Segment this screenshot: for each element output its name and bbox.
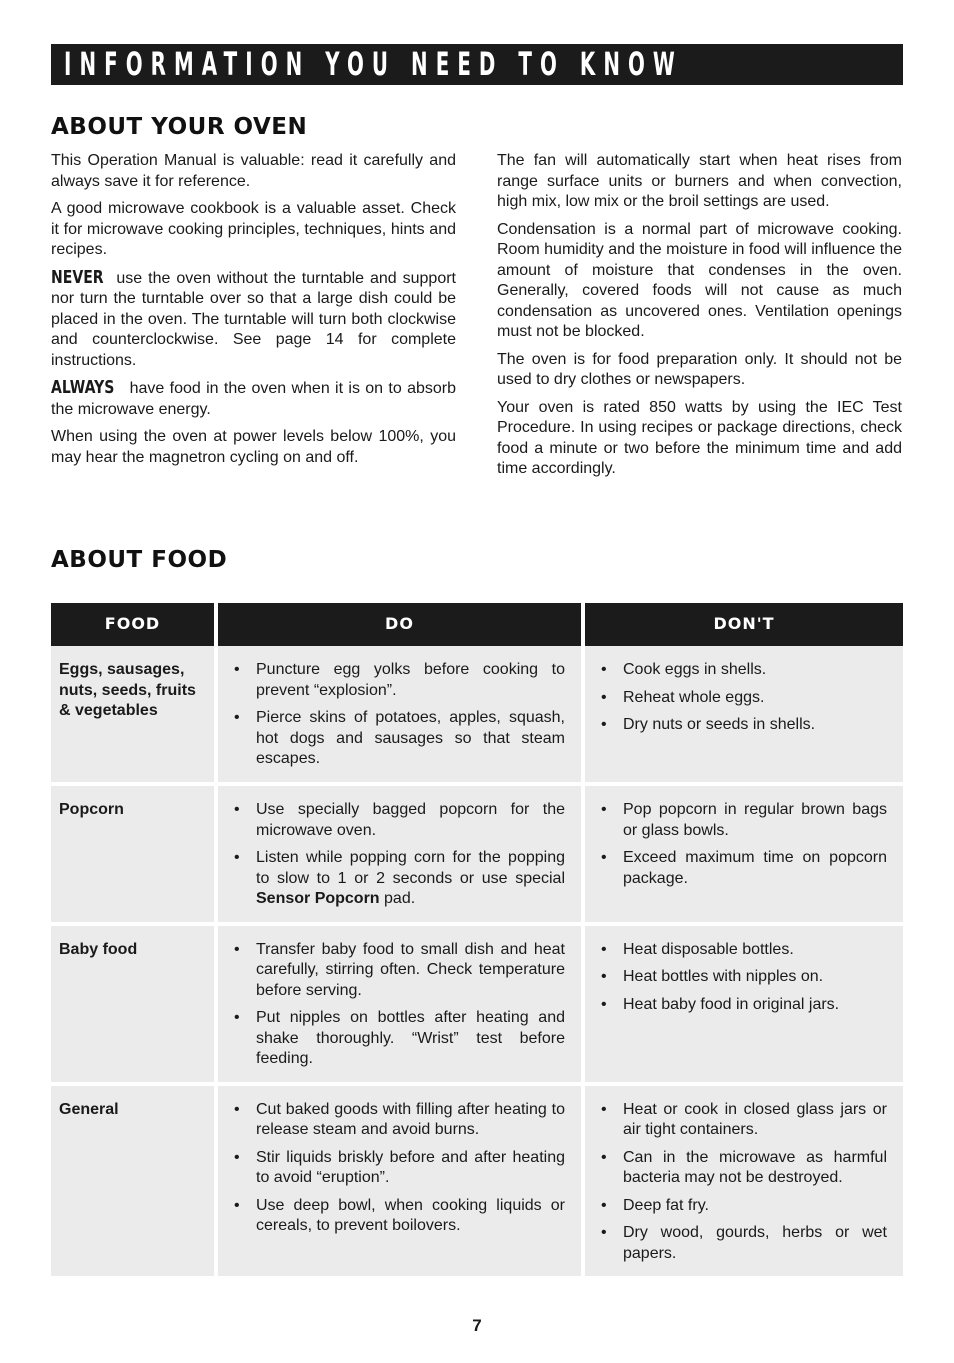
list-item: • Use deep bowl, when cooking liquids or cereals, to prevent boilovers. — [234, 1196, 565, 1237]
oven-paragraph-never: NEVER use the oven without the turntable and support nor turn the turntable over so that a large dish could be placed in the oven. The turntable will turn both clockwise and counterclockwise. See page 14 for complete instructions. — [51, 266, 456, 369]
oven-left-column — [51, 151, 456, 475]
oven-paragraph-always: ALWAYS have food in the oven when it is on to absorb the microwave energy. — [51, 377, 456, 418]
list-item: • Cook eggs in shells. — [601, 660, 887, 681]
section-banner — [51, 44, 903, 85]
food-category: Baby food — [51, 922, 214, 1082]
food-category: Popcorn — [51, 782, 214, 922]
list-item: • Stir liquids briskly before and after heating to avoid “eruption”. — [234, 1148, 565, 1189]
never-lead: NEVER — [51, 266, 104, 288]
list-item: • Use specially bagged popcorn for the microwave oven. — [234, 800, 565, 841]
header-do: DO — [214, 603, 581, 646]
list-item: • Cut baked goods with filling after heating to release steam and avoid burns. — [234, 1100, 565, 1141]
header-food: FOOD — [51, 603, 214, 646]
oven-paragraph: Condensation is a normal part of microwave cooking. Room humidity and the moisture in food will influence the amount of moisture that condenses in the oven. Generally, covered foods will not cause as much condensation as uncovered ones. Ventilation openings must not be blocked. — [497, 220, 902, 340]
list-item: • Exceed maximum time on popcorn package. — [601, 848, 887, 889]
oven-paragraph: A good microwave cookbook is a valuable asset. Check it for microwave cooking principles, techniques, hints and recipes. — [51, 200, 456, 258]
dont-cell — [581, 646, 903, 782]
list-item: • Can in the microwave as harmful bacteria may not be destroyed. — [601, 1148, 887, 1189]
food-category: Eggs, sausages, nuts, seeds, fruits & vegetables — [51, 646, 214, 782]
about-oven-heading: ABOUT YOUR OVEN — [51, 114, 308, 140]
table-row — [51, 782, 903, 922]
list-item: • Pierce skins of potatoes, apples, squash, hot dogs and sausages so that steam escapes. — [234, 708, 565, 770]
list-item: • Transfer baby food to small dish and heat carefully, stirring often. Check temperature before serving. — [234, 940, 565, 1002]
header-dont: DON'T — [581, 603, 903, 646]
table-row — [51, 922, 903, 1082]
list-item: • Deep fat fry. — [601, 1196, 887, 1217]
list-item: • Heat or cook in closed glass jars or air tight containers. — [601, 1100, 887, 1141]
list-item: • Heat disposable bottles. — [601, 940, 887, 961]
list-item: • Dry wood, gourds, herbs or wet papers. — [601, 1223, 887, 1264]
list-item: • Heat baby food in original jars. — [601, 995, 887, 1016]
oven-paragraph: When using the oven at power levels below 100%, you may hear the magnetron cycling on and off. — [51, 428, 456, 466]
list-item: • Put nipples on bottles after heating and shake thoroughly. “Wrist” test before feeding. — [234, 1008, 565, 1070]
oven-paragraph: This Operation Manual is valuable: read it carefully and always save it for reference. — [51, 152, 456, 190]
dont-cell — [581, 1082, 903, 1277]
list-item: • Reheat whole eggs. — [601, 688, 887, 709]
table-header-row — [51, 603, 903, 646]
oven-paragraph: The fan will automatically start when heat rises from range surface units or burners and when convection, high mix, low mix or the broil settings are used. — [497, 152, 902, 210]
always-lead: ALWAYS — [51, 377, 115, 398]
list-item: • Puncture egg yolks before cooking to prevent “explosion”. — [234, 660, 565, 701]
do-cell — [214, 1082, 581, 1277]
food-category: General — [51, 1082, 214, 1277]
list-item: • Pop popcorn in regular brown bags or glass bowls. — [601, 800, 887, 841]
page-number: 7 — [472, 1316, 482, 1335]
food-table — [51, 603, 903, 1276]
do-cell — [214, 646, 581, 782]
oven-paragraph: Your oven is rated 850 watts by using the IEC Test Procedure. In using recipes or package directions, check food a minute or two before the minimum time and add time accordingly. — [497, 398, 902, 477]
list-item: • Dry nuts or seeds in shells. — [601, 715, 887, 736]
do-cell — [214, 922, 581, 1082]
do-cell — [214, 782, 581, 922]
list-item: • Heat bottles with nipples on. — [601, 967, 887, 988]
table-row — [51, 646, 903, 782]
dont-cell — [581, 922, 903, 1082]
oven-right-column — [497, 151, 902, 487]
about-food-heading: ABOUT FOOD — [51, 547, 228, 573]
oven-paragraph: The oven is for food preparation only. It should not be used to dry clothes or newspapers. — [497, 350, 902, 388]
banner-text: INFORMATION YOU NEED TO KNOW — [64, 45, 683, 83]
table-row — [51, 1082, 903, 1277]
sensor-popcorn-label: Sensor Popcorn — [256, 890, 380, 907]
list-item: • Listen while popping corn for the popping to slow to 1 or 2 seconds or use special Sensor Popcorn pad. — [234, 848, 565, 910]
dont-cell — [581, 782, 903, 922]
